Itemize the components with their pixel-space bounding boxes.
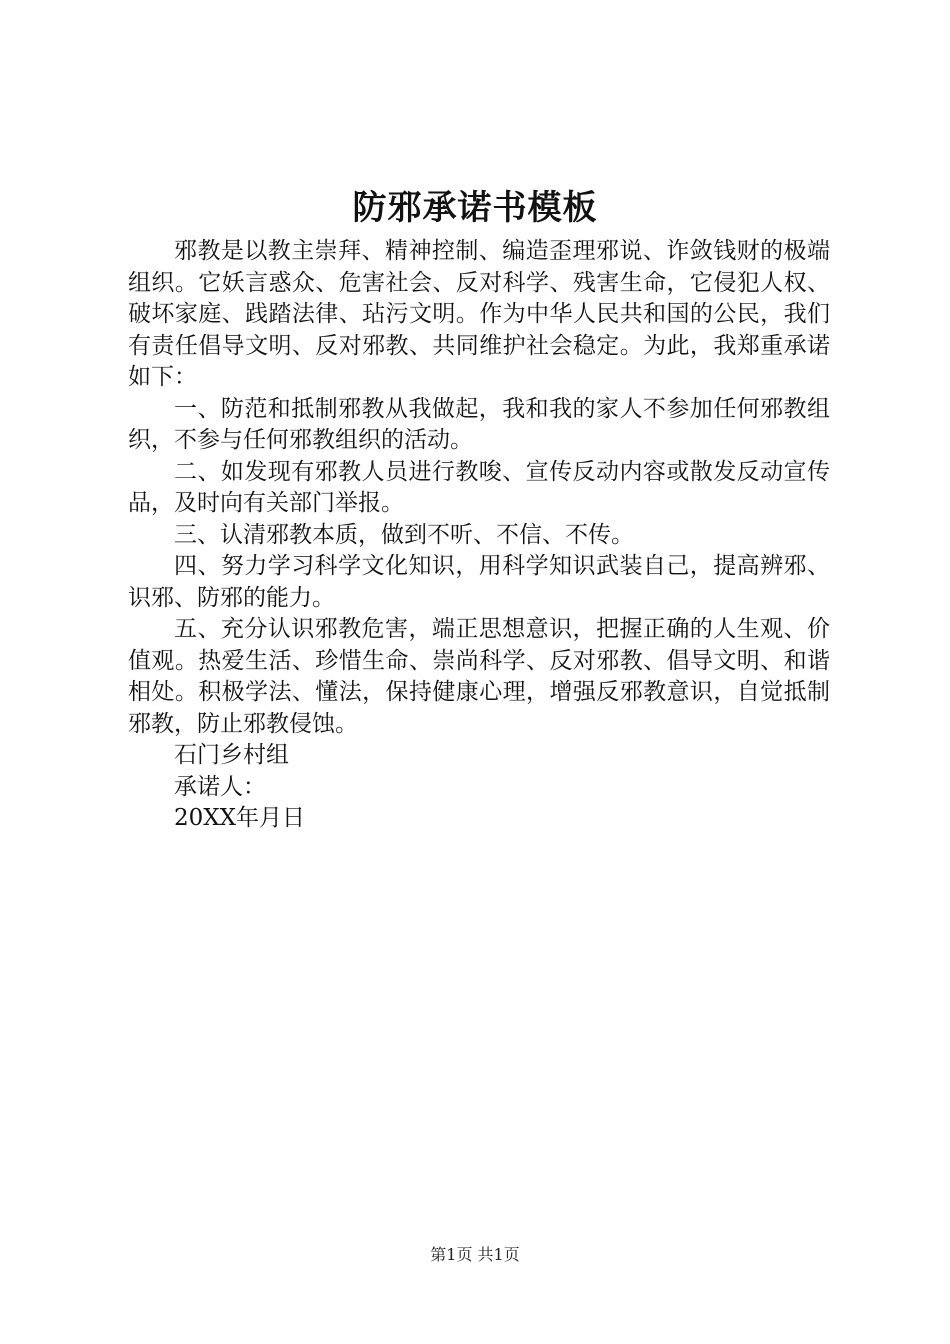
document-body [128, 236, 830, 835]
document-title: 防邪承诺书模板 [352, 188, 598, 228]
pledge-item-1: 一、防范和抵制邪教从我做起，我和我的家人不参加任何邪教组织，不参与任何邪教组织的活动。 [128, 395, 830, 453]
pledge-item-2: 二、如发现有邪教人员进行教唆、宣传反动内容或散发反动宣传品，及时向有关部门举报。 [128, 458, 830, 516]
intro-paragraph: 邪教是以教主崇拜、精神控制、编造歪理邪说、诈敛钱财的极端组织。它妖言惑众、危害社会、反对科学、残害生命，它侵犯人权、破坏家庭、践踏法律、玷污文明。作为中华人民共和国的公民，我们有责任倡导文明、反对邪教、共同维护社会稳定。为此，我郑重承诺如下： [128, 238, 830, 390]
date-line: 20XX年月日 [174, 805, 306, 831]
signer-line: 承诺人： [174, 773, 266, 800]
organization-line: 石门乡村组 [174, 742, 289, 768]
pledge-item-5: 五、充分认识邪教危害，端正思想意识，把握正确的人生观、价值观。热爱生活、珍惜生命、崇尚科学、反对邪教、倡导文明、和谐相处。积极学法、懂法，保持健康心理，增强反邪教意识，自觉抵制邪教，防止邪教侵蚀。 [128, 616, 830, 737]
pledge-item-4: 四、努力学习科学文化知识，用科学知识武装自己，提高辨邪、识邪、防邪的能力。 [128, 553, 830, 611]
page-footer: 第1页 共1页 [430, 1245, 520, 1264]
pledge-item-3: 三、认清邪教本质，做到不听、不信、不传。 [174, 521, 634, 548]
